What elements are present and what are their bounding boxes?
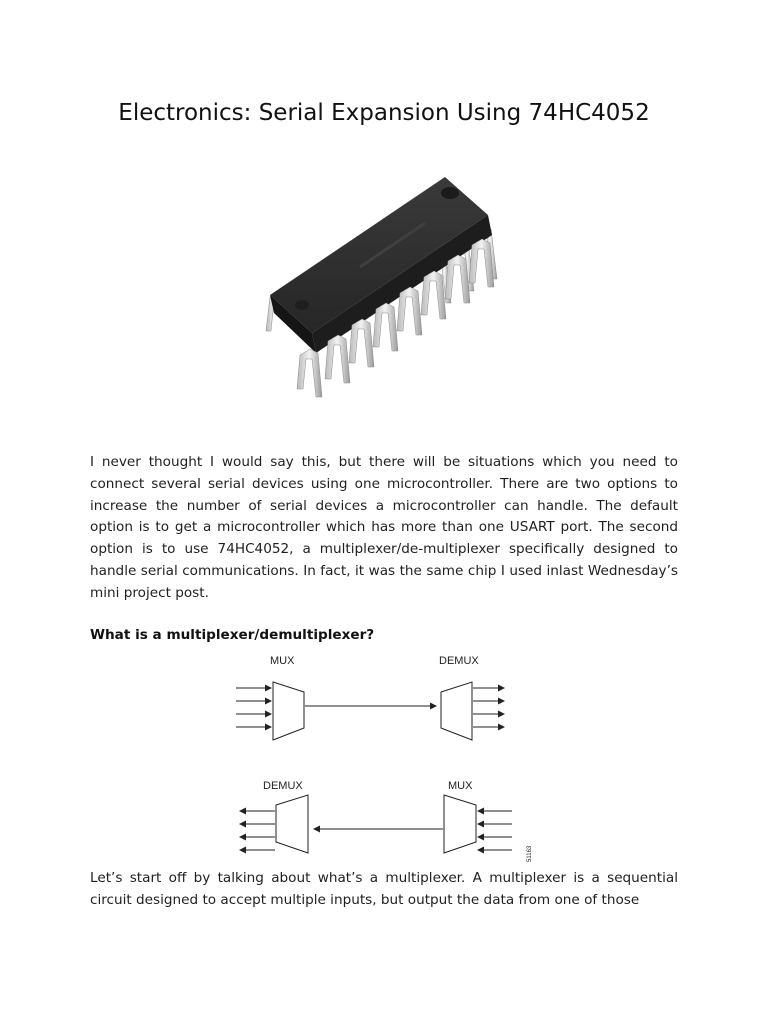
mux-block-bottom: [444, 795, 512, 853]
section-heading: What is a multiplexer/demultiplexer?: [90, 627, 375, 643]
body-paragraph: Let’s start off by talking about what’s a multiplexer. A multiplexer is a sequential circuit designed to accept multiple inputs, but output the data from one of those: [90, 870, 678, 908]
document-title: Electronics: Serial Expansion Using 74HC4052: [118, 100, 650, 126]
demux-label-bottom: DEMUX: [263, 780, 303, 792]
ic-chip-image: [240, 155, 510, 405]
mux-block-top: [236, 682, 304, 740]
demux-block-top: [441, 682, 504, 740]
mux-demux-diagram: [226, 650, 546, 865]
demux-label-top: DEMUX: [439, 655, 479, 667]
mux-label-top: MUX: [270, 655, 295, 667]
mux-label-bottom: MUX: [448, 780, 473, 792]
demux-block-bottom: [240, 795, 308, 853]
figure-id: 51163: [527, 845, 533, 862]
intro-paragraph: I never thought I would say this, but there will be situations which you need to connect several serial devices using one microcontroller. There are two options to increase the number of serial devices a microcontroller can handle. The default option is to get a microcontroller which has more than one USART port. The second option is to use 74HC4052, a multiplexer/de-multiplexer specifically designed to handle serial communications. In fact, it was the same chip I used inlast Wednesday’s mini project post.: [90, 454, 678, 601]
